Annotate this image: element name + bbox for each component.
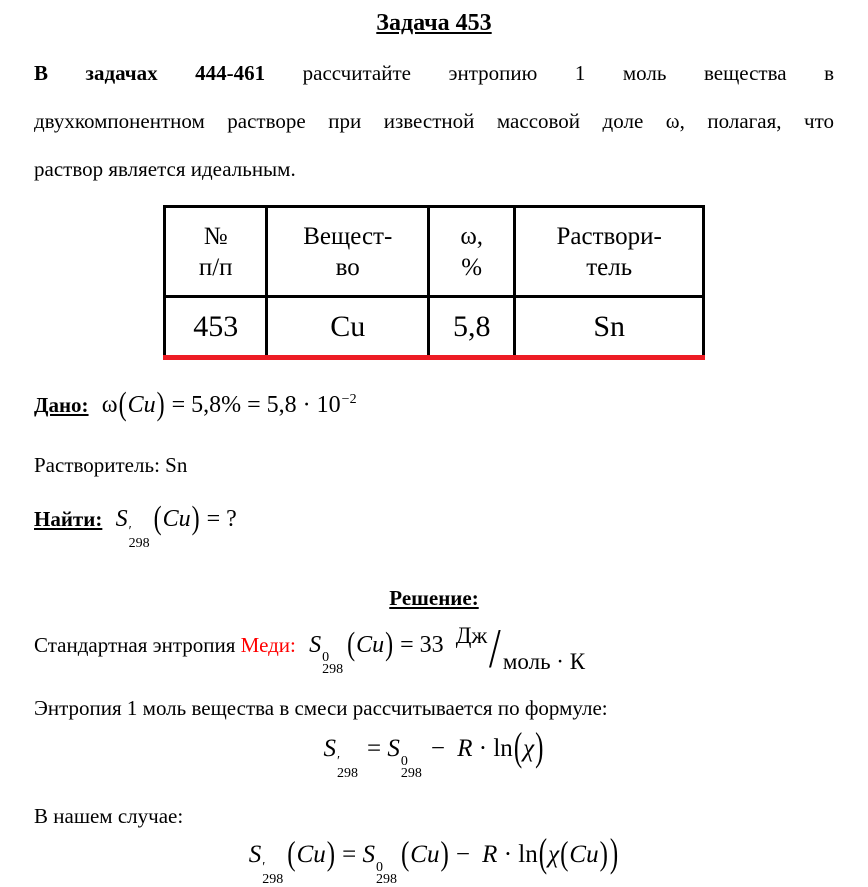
- entropy-symbol: S: [387, 735, 400, 762]
- zero-298-stack: [322, 652, 343, 676]
- table-header-row: [165, 207, 704, 297]
- given-label: Дано:: [34, 393, 89, 417]
- left-paren: (: [400, 836, 410, 873]
- case-formula: [34, 832, 834, 887]
- equals-sign: =: [342, 841, 357, 868]
- intro-line-1-bold: В задачах 444-461: [34, 61, 266, 85]
- substance-symbol: Cu: [162, 506, 191, 532]
- prime-298-stack: [337, 756, 358, 780]
- subscript-298: 298: [262, 872, 284, 887]
- cell-task-number: 453: [165, 297, 267, 358]
- entropy-symbol: S: [323, 735, 337, 762]
- header-cell-omega: [429, 207, 515, 297]
- find-label: Найти:: [34, 507, 103, 531]
- minus-sign: −: [455, 841, 470, 868]
- cell-omega-value: 5,8: [429, 297, 515, 358]
- header-omega-line2: %: [461, 253, 483, 281]
- intro-line-2: двухкомпонентном растворе при известной массовой доле ω, полагая, что: [34, 109, 834, 133]
- outer-right-paren: ): [609, 832, 619, 876]
- zero-298-stack: [376, 862, 397, 886]
- substance-symbol: Cu: [356, 632, 385, 658]
- right-paren: ): [385, 627, 394, 663]
- equals-sign: =: [367, 735, 382, 762]
- fraction-slash: /: [489, 618, 501, 680]
- subscript-298: 298: [337, 766, 359, 781]
- intro-paragraph: [34, 49, 834, 193]
- mix-formula-text: Энтропия 1 моль вещества в смеси рассчитывается по формуле:: [34, 696, 608, 720]
- find-line: [34, 501, 834, 551]
- prime-mark: ′: [262, 860, 266, 875]
- right-paren: ): [599, 836, 608, 873]
- given-line: [34, 387, 834, 423]
- left-paren: (: [347, 627, 356, 663]
- left-paren: (: [560, 836, 569, 873]
- omega-symbol: ω: [101, 392, 118, 418]
- chi-symbol: χ: [548, 841, 560, 868]
- entropy-symbol: S: [115, 506, 128, 532]
- substance-symbol: Cu: [127, 392, 156, 418]
- general-formula: [34, 726, 834, 781]
- ln-function: ln: [518, 841, 538, 868]
- cell-solvent: Sn: [515, 297, 704, 358]
- intro-line-3: раствор является идеальным.: [34, 157, 296, 181]
- header-omega-line1: ω,: [460, 222, 484, 250]
- header-substance-line1: Вещест-: [303, 222, 393, 250]
- find-formula: [115, 501, 237, 551]
- header-solvent-line2: тель: [586, 253, 633, 281]
- standard-entropy-highlight: Меди:: [240, 633, 296, 657]
- subscript-298: 298: [128, 536, 150, 551]
- solution-heading-text: Решение:: [389, 586, 479, 610]
- solvent-line: Растворитель: Sn: [34, 453, 188, 477]
- zero-298-stack: [401, 756, 422, 780]
- prime-mark: ′: [337, 754, 341, 769]
- units-denominator: моль · К: [502, 649, 586, 674]
- prime-298-stack: [262, 862, 283, 886]
- standard-entropy-line: [34, 618, 834, 680]
- intro-line-1-rest: рассчитайте энтропию 1 моль вещества в: [302, 61, 834, 85]
- header-cell-solvent: [515, 207, 704, 297]
- subscript-298: 298: [375, 872, 397, 887]
- case-text: В нашем случае:: [34, 804, 184, 828]
- subscript-298: 298: [400, 766, 422, 781]
- page-title-text: Задача 453: [376, 10, 492, 36]
- superscript-zero: 0: [400, 754, 408, 769]
- entropy-symbol: S: [362, 841, 375, 868]
- entropy-symbol: S: [248, 841, 262, 868]
- superscript-zero: 0: [375, 860, 383, 875]
- entropy-value: = 33: [400, 632, 444, 658]
- data-table: [163, 205, 705, 360]
- left-paren: (: [118, 387, 127, 423]
- right-paren: ): [326, 836, 336, 873]
- header-cell-number: [165, 207, 267, 297]
- minus-sign: −: [430, 735, 445, 762]
- subscript-298: 298: [322, 662, 344, 677]
- units-fraction: [455, 618, 586, 680]
- right-paren: ): [440, 836, 449, 873]
- prime-298-stack: [129, 526, 150, 550]
- page-title: [34, 10, 834, 37]
- entropy-symbol: S: [309, 632, 322, 658]
- table-data-row: [165, 297, 704, 358]
- equals-question: = ?: [206, 506, 237, 532]
- standard-entropy-formula: [309, 618, 586, 680]
- dot-operator: ·: [478, 735, 488, 762]
- header-solvent-line1: Раствори-: [556, 222, 662, 250]
- prime-mark: ′: [128, 524, 132, 539]
- right-paren: ): [191, 501, 200, 537]
- right-paren: ): [535, 726, 544, 770]
- chi-symbol: χ: [523, 735, 535, 762]
- header-number-line1: №: [203, 222, 228, 250]
- given-formula: [101, 387, 357, 423]
- right-paren: ): [156, 387, 165, 423]
- standard-entropy-text: Стандартная энтропия: [34, 633, 236, 657]
- header-substance-line2: во: [335, 253, 360, 281]
- header-number-line2: п/п: [198, 253, 233, 281]
- substance-symbol: Cu: [296, 841, 326, 868]
- ln-function: ln: [493, 735, 513, 762]
- left-paren: (: [287, 836, 296, 873]
- dot-operator: ·: [503, 841, 513, 868]
- superscript-zero: 0: [322, 650, 330, 665]
- given-equation: = 5,8% = 5,8 · 10: [171, 392, 341, 418]
- given-exponent: −2: [341, 392, 357, 407]
- cell-substance: Cu: [267, 297, 429, 358]
- solution-heading: [34, 586, 834, 611]
- intro-line-1: [34, 49, 834, 97]
- left-paren: (: [513, 726, 523, 770]
- gas-constant-symbol: R: [482, 841, 498, 868]
- gas-constant-symbol: R: [457, 735, 473, 762]
- substance-symbol: Cu: [410, 841, 440, 868]
- outer-left-paren: (: [538, 832, 548, 876]
- substance-symbol: Cu: [569, 841, 599, 868]
- units-numerator: Дж: [455, 623, 488, 648]
- header-cell-substance: [267, 207, 429, 297]
- left-paren: (: [153, 501, 162, 537]
